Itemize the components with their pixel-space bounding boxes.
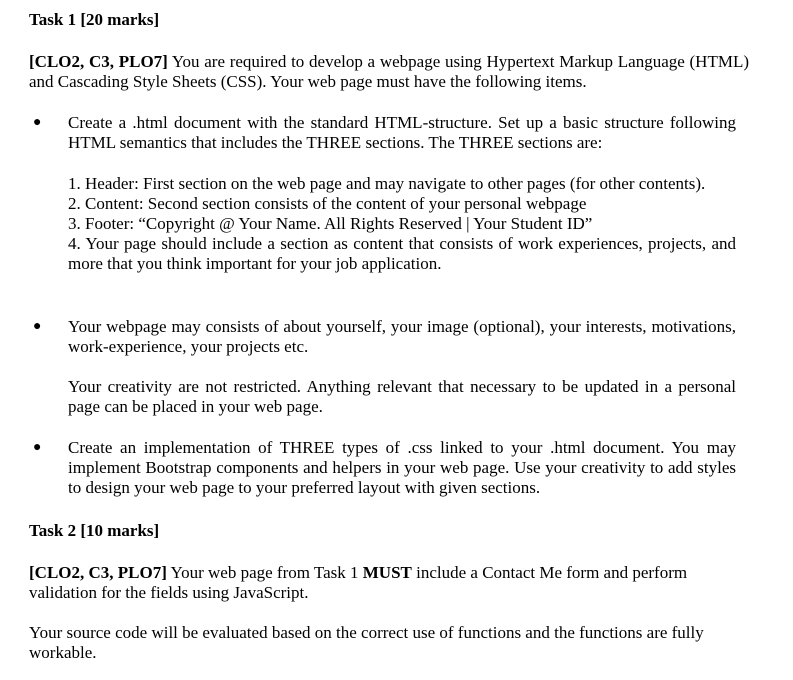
task1-intro xyxy=(29,52,749,92)
bullet-2-text: Your webpage may consists of about yourself, your image (optional), your interests, motivations, work-experience, your projects etc. xyxy=(68,317,736,356)
bullet-3-marker: ● xyxy=(33,440,42,455)
task2-description xyxy=(29,563,749,603)
list-item: 3. Footer: “Copyright @ Your Name. All Rights Reserved | Your Student ID” xyxy=(68,214,593,233)
list-item: 1. Header: First section on the web page and may navigate to other pages (for other contents). xyxy=(68,174,706,193)
task2-note: Your source code will be evaluated based on the correct use of functions and the functions are fully workable. xyxy=(29,623,704,662)
bullet-3-text: Create an implementation of THREE types of .css linked to your .html document. You may implement Bootstrap components and helpers in your web page. Use your creativity to add styles to design your web page to your preferred layout with given sections. xyxy=(68,438,736,497)
task1-intro-text: You are required to develop a webpage using Hypertext Markup Language (HTML) and Cascading Style Sheets (CSS). Your web page must have the following items. xyxy=(29,52,750,91)
task2-must: MUST xyxy=(362,563,412,582)
bullet-1-marker: ● xyxy=(33,115,42,130)
task2-clo-reference: [CLO2, C3, PLO7] xyxy=(29,563,167,582)
task1-clo-reference: [CLO2, C3, PLO7] xyxy=(29,52,168,71)
bullet-2-extra: Your creativity are not restricted. Anything relevant that necessary to be updated in a personal page can be placed in your web page. xyxy=(68,377,736,416)
list-item: 2. Content: Second section consists of the content of your personal webpage xyxy=(68,194,587,213)
task2-heading: Task 2 [10 marks] xyxy=(29,521,160,540)
bullet-1-text: Create a .html document with the standard HTML-structure. Set up a basic structure following HTML semantics that includes the THREE sections. The THREE sections are: xyxy=(68,113,736,152)
list-item: 4. Your page should include a section as content that consists of work experiences, projects, and more that you think important for your job application. xyxy=(68,234,736,273)
bullet-2-marker: ● xyxy=(33,319,42,334)
task1-heading: Task 1 [20 marks] xyxy=(29,10,160,29)
sections-list xyxy=(68,174,736,274)
task2-text-before: Your web page from Task 1 xyxy=(166,563,363,582)
task2-text-after: include a Contact Me form and perform validation for the fields using JavaScript. xyxy=(29,563,688,602)
